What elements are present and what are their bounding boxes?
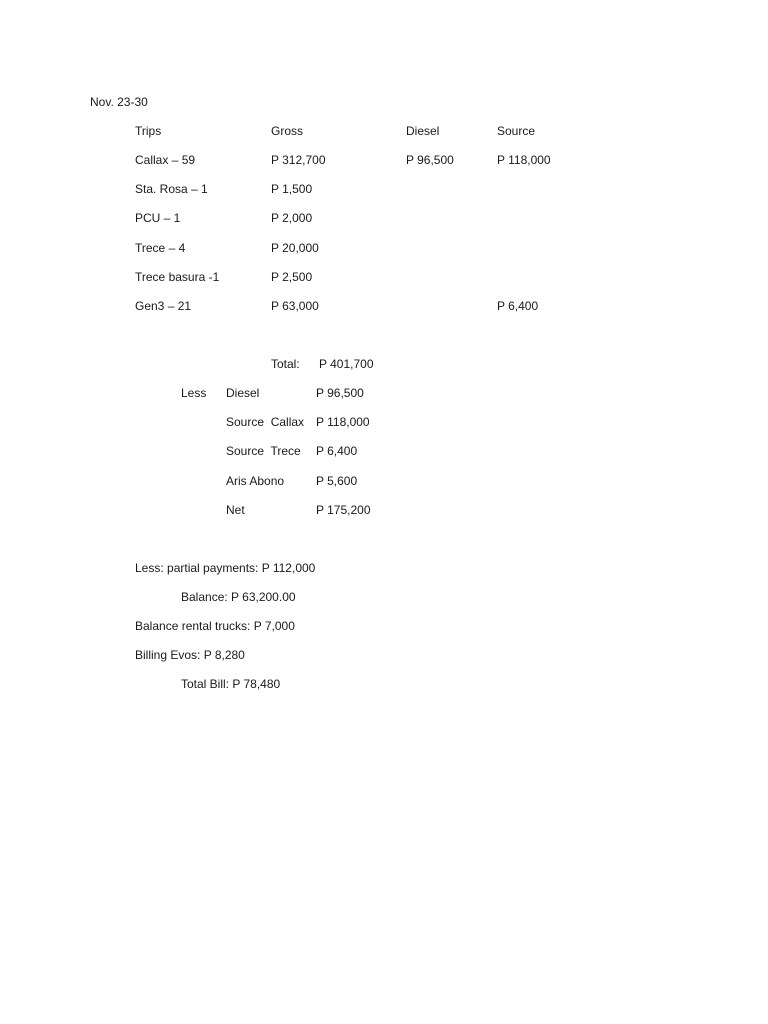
- deduction-value: P 5,600: [316, 474, 358, 488]
- trip-cell: PCU – 1: [135, 211, 181, 225]
- header-trips: Trips: [135, 124, 162, 138]
- diesel-cell: P 96,500: [406, 153, 454, 167]
- net-label: Net: [226, 503, 245, 517]
- deduction-label: Source Trece: [226, 444, 301, 458]
- gross-cell: P 2,000: [271, 211, 313, 225]
- trip-cell: Trece – 4: [135, 241, 186, 255]
- billing-evos-line: Billing Evos: P 8,280: [135, 648, 245, 662]
- deduction-value: P 96,500: [316, 386, 364, 400]
- source-cell: P 6,400: [497, 299, 539, 313]
- deduction-value: P 6,400: [316, 444, 358, 458]
- net-value: P 175,200: [316, 503, 371, 517]
- header-source: Source: [497, 124, 536, 138]
- header-gross: Gross: [271, 124, 304, 138]
- gross-cell: P 1,500: [271, 182, 313, 196]
- trip-cell: Gen3 – 21: [135, 299, 192, 313]
- gross-cell: P 2,500: [271, 270, 313, 284]
- deduction-value: P 118,000: [316, 415, 370, 429]
- balance-line: Balance: P 63,200.00: [181, 590, 296, 604]
- deduction-label: Aris Abono: [226, 474, 285, 488]
- rental-trucks-line: Balance rental trucks: P 7,000: [135, 619, 295, 633]
- header-diesel: Diesel: [406, 124, 440, 138]
- deduction-label: Source Callax: [226, 415, 305, 429]
- source-cell: P 118,000: [497, 153, 551, 167]
- gross-cell: P 20,000: [271, 241, 319, 255]
- gross-cell: P 312,700: [271, 153, 326, 167]
- trip-cell: Sta. Rosa – 1: [135, 182, 208, 196]
- total-bill-line: Total Bill: P 78,480: [181, 677, 281, 691]
- document-heading: Nov. 23-30: [90, 95, 148, 109]
- trip-cell: Trece basura -1: [135, 270, 220, 284]
- total-label: Total:: [271, 357, 300, 371]
- trip-cell: Callax – 59: [135, 153, 196, 167]
- less-label: Less: [181, 386, 207, 400]
- total-value: P 401,700: [319, 357, 374, 371]
- partial-payments-line: Less: partial payments: P 112,000: [135, 561, 316, 575]
- gross-cell: P 63,000: [271, 299, 319, 313]
- deduction-label: Diesel: [226, 386, 260, 400]
